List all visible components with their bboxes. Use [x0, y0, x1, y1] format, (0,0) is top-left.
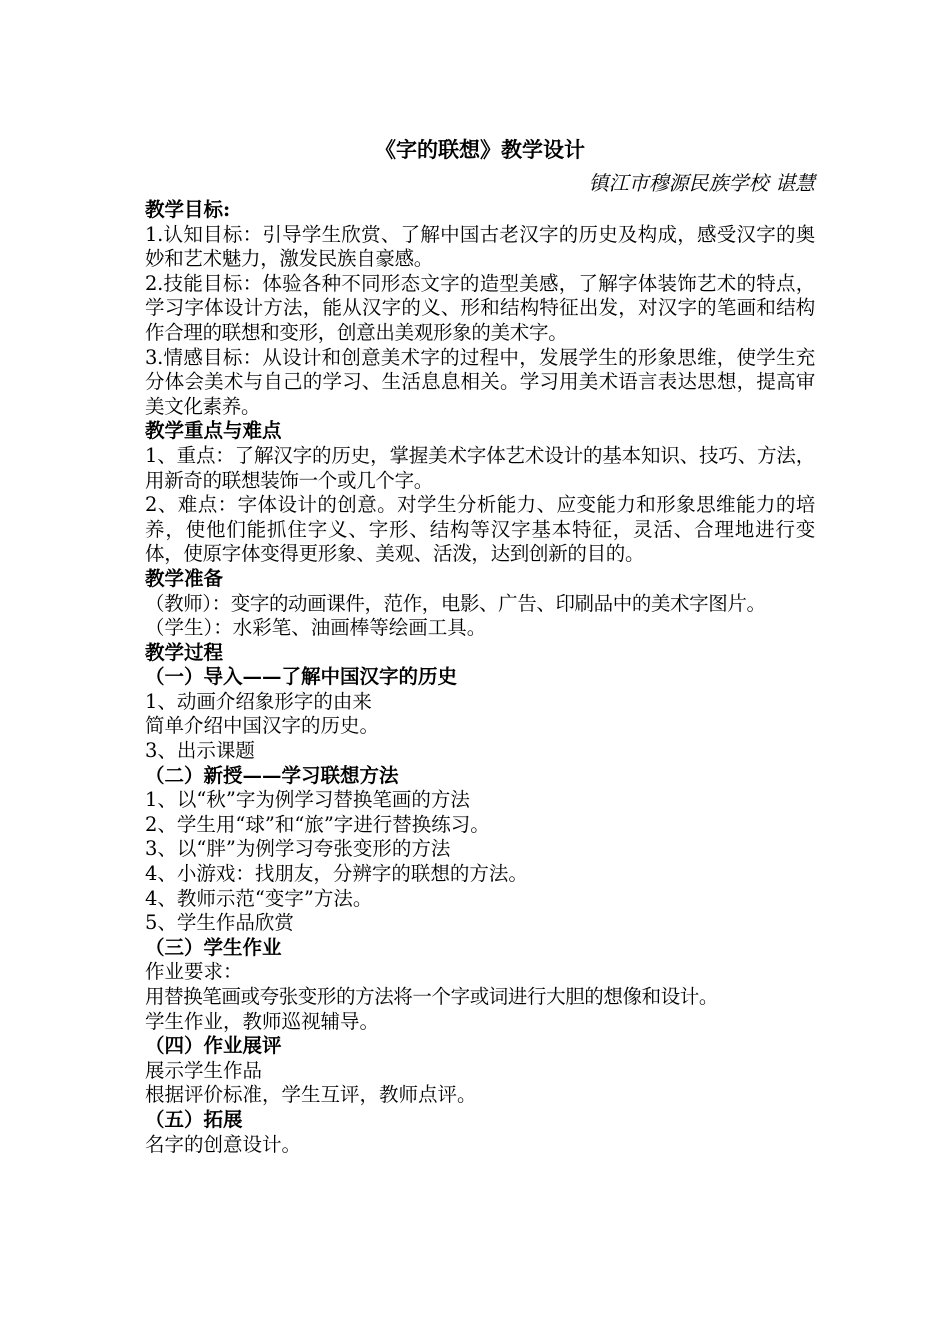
- list-item: 简单介绍中国汉字的历史。: [145, 714, 380, 738]
- list-item: 作业要求：: [145, 960, 243, 984]
- document-title: 《字的联想》教学设计: [375, 137, 585, 162]
- list-item: 4、教师示范“变字”方法。: [145, 886, 373, 910]
- list-item: 1、动画介绍象形字的由来: [145, 689, 372, 713]
- section-heading-key-points: 教学重点与难点: [145, 419, 282, 443]
- key-point-difficulty: 2、难点：字体设计的创意。对学生分析能力、应变能力和形象思维能力的培养，使他们能抓住字义、字形、结构等汉字基本特征，灵活、合理地进行变体，使原字体变得更形象、美观、活泼，达到创新的目的。: [145, 493, 815, 566]
- list-item: 5、学生作品欣赏: [145, 911, 294, 935]
- key-point-focus: 1、重点：了解汉字的历史，掌握美术字体艺术设计的基本知识、技巧、方法，用新奇的联想装饰一个或几个字。: [145, 443, 815, 492]
- process-part4-title: （四）作业展评: [145, 1034, 282, 1058]
- list-item: 用替换笔画或夸张变形的方法将一个字或词进行大胆的想像和设计。: [145, 985, 719, 1008]
- list-item: 4、小游戏：找朋友，分辨字的联想的方法。: [145, 862, 528, 886]
- goal-cognitive: 1.认知目标：引导学生欣赏、了解中国古老汉字的历史及构成，感受汉字的奥妙和艺术魅力，激发民族自豪感。: [145, 222, 815, 271]
- process-part5-title: （五）拓展: [145, 1107, 243, 1131]
- section-heading-process: 教学过程: [145, 640, 224, 664]
- list-item: 1、以“秋”字为例学习替换笔画的方法: [145, 788, 470, 812]
- goal-skill: 2.技能目标：体验各种不同形态文字的造型美感，了解字体装饰艺术的特点，学习字体设计方法，能从汉字的义、形和结构特征出发，对汉字的笔画和结构作合理的联想和变形，创意出美观形象的美术字。: [145, 271, 815, 344]
- list-item: 学生作业，教师巡视辅导。: [145, 1009, 380, 1033]
- list-item: 3、出示课题: [145, 739, 255, 763]
- section-heading-prep: 教学准备: [145, 566, 224, 590]
- prep-student: （学生）：水彩笔、油画棒等绘画工具。: [145, 616, 487, 640]
- goal-emotion: 3.情感目标：从设计和创意美术字的过程中，发展学生的形象思维，使学生充分体会美术与自己的学习、生活息息相关。学习用美术语言表达思想，提高审美文化素养。: [145, 345, 815, 418]
- list-item: 根据评价标准，学生互评，教师点评。: [145, 1083, 477, 1107]
- list-item: 3、以“胖”为例学习夸张变形的方法: [145, 837, 451, 861]
- list-item: 展示学生作品: [145, 1058, 263, 1082]
- process-part2-title: （二）新授——学习联想方法: [145, 763, 399, 787]
- process-part1-title: （一）导入——了解中国汉字的历史: [145, 665, 458, 689]
- prep-teacher: （教师）：变字的动画课件，范作，电影、广告、印刷品中的美术字图片。: [145, 591, 766, 615]
- section-heading-goals: 教学目标:: [145, 198, 231, 221]
- list-item: 名字的创意设计。: [145, 1132, 302, 1156]
- document-body: [145, 136, 815, 1157]
- document-author: 镇江市穆源民族学校 谌慧: [588, 171, 815, 195]
- list-item: 2、学生用“球”和“旅”字进行替换练习。: [145, 812, 490, 836]
- process-part3-title: （三）学生作业: [145, 935, 282, 959]
